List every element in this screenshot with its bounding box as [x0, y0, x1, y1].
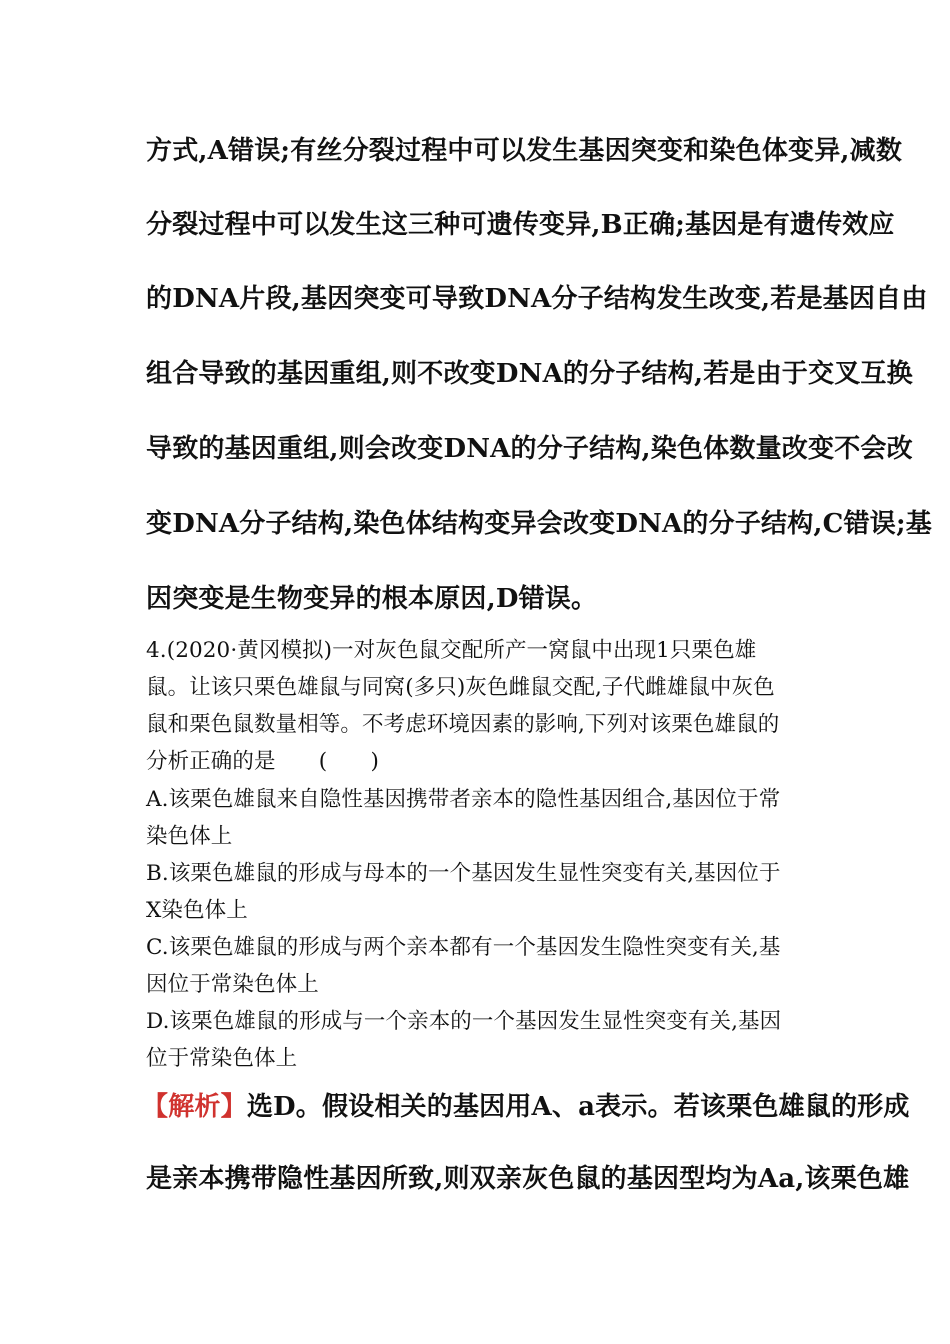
- question-stem-line-2: 鼠。让该只栗色雄鼠与同窝(多只)灰色雌鼠交配,子代雌雄鼠中灰色: [146, 675, 775, 700]
- analysis-line-1: 方式,A错误;有丝分裂过程中可以发生基因突变和染色体变异,减数: [146, 136, 903, 166]
- option-a-line-2: 染色体上: [146, 824, 233, 849]
- question-stem-line-4: 分析正确的是 ( ): [146, 749, 379, 774]
- option-c-line-2: 因位于常染色体上: [146, 972, 319, 997]
- option-d-line-2: 位于常染色体上: [146, 1046, 298, 1071]
- option-d-line-1: D.该栗色雄鼠的形成与一个亲本的一个基因发生显性突变有关,基因: [146, 1009, 782, 1034]
- option-b-line-1: B.该栗色雄鼠的形成与母本的一个基因发生显性突变有关,基因位于: [146, 861, 781, 886]
- option-b-line-2: X染色体上: [146, 898, 248, 923]
- analysis-line-5: 导致的基因重组,则会改变DNA的分子结构,染色体数量改变不会改: [146, 434, 913, 464]
- option-c-line-1: C.该栗色雄鼠的形成与两个亲本都有一个基因发生隐性突变有关,基: [146, 935, 781, 960]
- analysis-line: [142, 1094, 910, 1120]
- analysis-line-6: 变DNA分子结构,染色体结构变异会改变DNA的分子结构,C错误;基: [146, 509, 932, 539]
- question-stem-line-1: 4.(2020·黄冈模拟)一对灰色鼠交配所产一窝鼠中出现1只栗色雄: [146, 638, 757, 663]
- question-stem-line-3: 鼠和栗色鼠数量相等。不考虑环境因素的影响,下列对该栗色雄鼠的: [146, 712, 780, 737]
- analysis-text-1: 选D。假设相关的基因用A、a表示。若该栗色雄鼠的形成: [246, 1092, 910, 1122]
- analysis-line-4: 组合导致的基因重组,则不改变DNA的分子结构,若是由于交叉互换: [146, 359, 913, 389]
- analysis-line-3: 的DNA片段,基因突变可导致DNA分子结构发生改变,若是基因自由: [146, 284, 928, 314]
- analysis-line-7: 因突变是生物变异的根本原因,D错误。: [146, 584, 598, 614]
- analysis-text-2: 是亲本携带隐性基因所致,则双亲灰色鼠的基因型均为Aa,该栗色雄: [146, 1164, 910, 1194]
- option-a-line-1: A.该栗色雄鼠来自隐性基因携带者亲本的隐性基因组合,基因位于常: [146, 787, 781, 812]
- analysis-tag: 【解析】: [142, 1092, 247, 1122]
- analysis-line-2: 分裂过程中可以发生这三种可遗传变异,B正确;基因是有遗传效应: [146, 210, 895, 240]
